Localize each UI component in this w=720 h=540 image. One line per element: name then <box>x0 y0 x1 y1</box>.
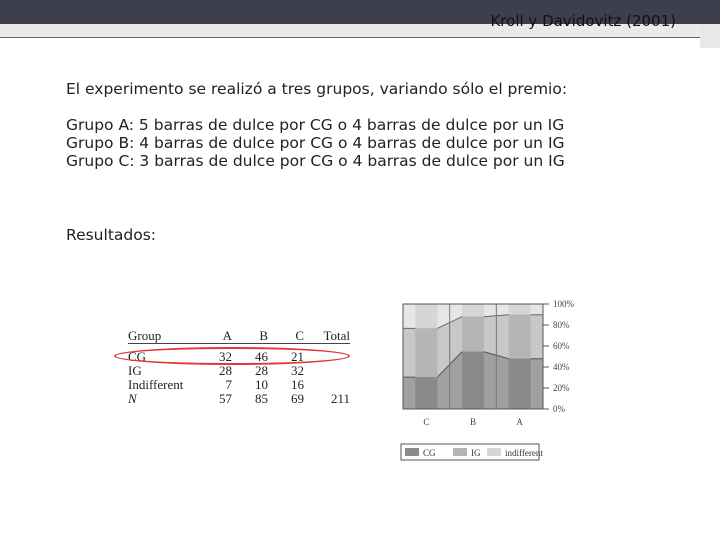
bar-ig <box>509 315 531 359</box>
bar-ig <box>462 317 484 352</box>
cell-b: 28 <box>255 363 268 378</box>
bar-indifferent <box>462 304 484 317</box>
cell-a: 28 <box>219 363 232 378</box>
legend-swatch <box>405 448 419 456</box>
legend-label: indifferent <box>505 448 543 458</box>
y-tick-label: 20% <box>553 383 570 393</box>
legend-swatch <box>453 448 467 456</box>
y-tick-label: 60% <box>553 341 570 351</box>
x-tick-label: B <box>469 417 477 427</box>
bar-cg <box>462 352 484 409</box>
stacked-area-chart <box>388 296 588 466</box>
x-tick-label: A <box>516 417 523 427</box>
intro-text: El experimento se realizó a tres grupos, variando sólo el premio: <box>66 80 568 98</box>
cg-highlight-oval <box>114 347 350 365</box>
table-rule <box>128 343 350 344</box>
cell-a: 7 <box>225 377 232 392</box>
cell-a: 32 <box>219 349 232 364</box>
table-header-group: Group <box>128 328 162 343</box>
slide-title: Kroll y Davidovitz (2001) <box>490 12 676 30</box>
title-underline <box>0 37 700 38</box>
group-c-text: Grupo C: 3 barras de dulce por CG o 4 barras de dulce por un IG <box>66 152 565 170</box>
cell-a: 57 <box>219 391 232 406</box>
cell-total: 211 <box>330 391 350 406</box>
legend-swatch <box>487 448 501 456</box>
cell-c: 16 <box>291 377 304 392</box>
cell-b: 46 <box>255 349 268 364</box>
group-a-text: Grupo A: 5 barras de dulce por CG o 4 barras de dulce por un IG <box>66 116 565 134</box>
y-tick-label: 40% <box>553 362 570 372</box>
row-label: Indifferent <box>128 377 184 392</box>
y-tick-label: 100% <box>553 299 574 309</box>
bar-ig <box>415 328 437 377</box>
group-list <box>66 116 565 170</box>
cell-c: 32 <box>291 363 304 378</box>
x-tick-label: C <box>423 417 430 427</box>
y-tick-label: 0% <box>553 404 565 414</box>
legend-label: IG <box>471 448 481 458</box>
cell-c: 69 <box>291 391 304 406</box>
corner-block <box>700 24 720 48</box>
bar-indifferent <box>509 304 531 315</box>
table-header-a: A <box>222 328 232 343</box>
cell-b: 10 <box>255 377 268 392</box>
results-label: Resultados: <box>66 226 157 244</box>
table-header-c: C <box>295 328 304 343</box>
row-label: N <box>128 391 137 406</box>
group-b-text: Grupo B: 4 barras de dulce por CG o 4 barras de dulce por un IG <box>66 134 565 152</box>
bar-cg <box>415 377 437 409</box>
row-label: CG <box>128 349 147 364</box>
y-tick-label: 80% <box>553 320 570 330</box>
cell-b: 85 <box>255 391 268 406</box>
table-header-total: Total <box>323 328 350 343</box>
bar-cg <box>509 359 531 409</box>
table-header-b: B <box>259 328 268 343</box>
bar-indifferent <box>415 304 437 328</box>
row-label: IG <box>128 363 142 378</box>
cell-c: 21 <box>291 349 304 364</box>
legend-label: CG <box>423 448 436 458</box>
